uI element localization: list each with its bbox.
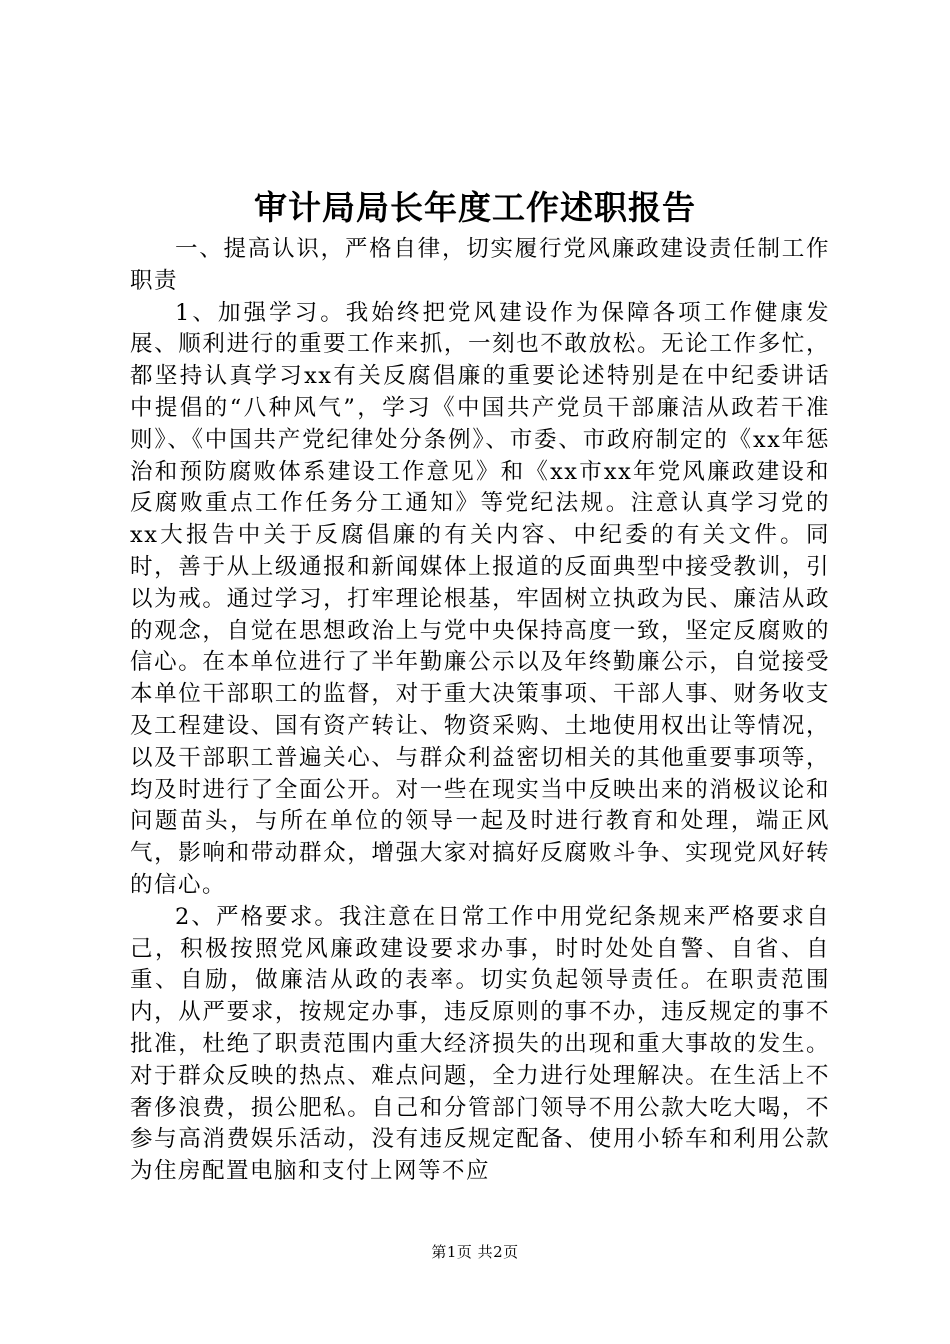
section-heading: 一、提高认识，严格自律，切实履行党风廉政建设责任制工作职责 (130, 236, 830, 294)
page-footer: 第1页 共2页 (431, 1243, 519, 1261)
document-title: 审计局局长年度工作述职报告 (254, 188, 696, 227)
paragraph-requirements: 2、严格要求。我注意在日常工作中用党纪条规来严格要求自己，积极按照党风廉政建设要求办事，时时处处自警、自省、自重、自励，做廉洁从政的表率。切实负起领导责任。在职责范围内，从严要求，按规定办事，违反原则的事不办，违反规定的事不批准，杜绝了职责范围内重大经济损失的出现和重大事故的发生。对于群众反映的热点、难点问题，全力进行处理解决。在生活上不奢侈浪费，损公肥私。自己和分管部门领导不用公款大吃大喝，不参与高消费娱乐活动，没有违反规定配备、使用小轿车和利用公款为住房配置电脑和支付上网等不应 (130, 903, 830, 1185)
paragraph-study: 1、加强学习。我始终把党风建设作为保障各项工作健康发展、顺利进行的重要工作来抓，一刻也不敢放松。无论工作多忙，都坚持认真学习xx有关反腐倡廉的重要论述特别是在中纪委讲话中提倡的“八种风气”，学习《中国共产党员干部廉洁从政若干准则》、《中国共产党纪律处分条例》、市委、市政府制定的《xx年惩治和预防腐败体系建设工作意见》和《xx市xx年党风廉政建设和反腐败重点工作任务分工通知》等党纪法规。注意认真学习党的xx大报告中关于反腐倡廉的有关内容、中纪委的有关文件。同时，善于从上级通报和新闻媒体上报道的反面典型中接受教训，引以为戒。通过学习，打牢理论根基，牢固树立执政为民、廉洁从政的观念，自觉在思想政治上与党中央保持高度一致，坚定反腐败的信心。在本单位进行了半年勤廉公示以及年终勤廉公示，自觉接受本单位干部职工的监督，对于重大决策事项、干部人事、财务收支及工程建设、国有资产转让、物资采购、土地使用权出让等情况，以及干部职工普遍关心、与群众利益密切相关的其他重要事项等，均及时进行了全面公开。对一些在现实当中反映出来的消极议论和问题苗头，与所在单位的领导一起及时进行教育和处理，端正风气，影响和带动群众，增强大家对搞好反腐败斗争、实现党风好转的信心。 (130, 299, 830, 898)
document-body (130, 234, 830, 1188)
